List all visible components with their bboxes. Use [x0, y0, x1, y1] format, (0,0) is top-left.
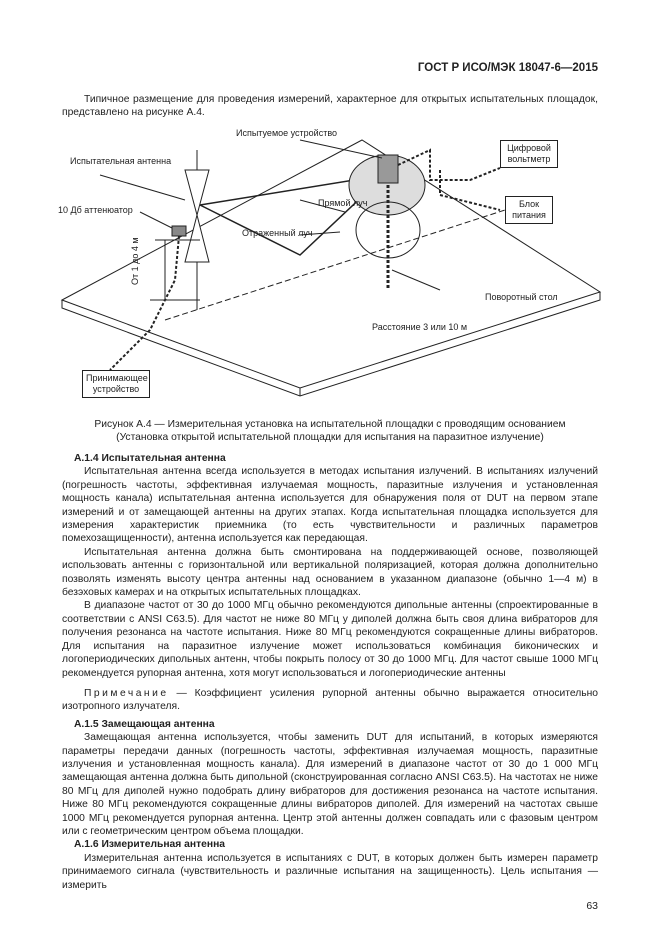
leader-line — [100, 175, 185, 200]
section-a15 — [62, 718, 598, 839]
document-header: ГОСТ Р ИСО/МЭК 18047-6—2015 — [417, 62, 598, 74]
section-a14 — [62, 452, 598, 714]
label-dut: Испытуемое устройство — [236, 128, 338, 138]
test-platform — [62, 140, 600, 388]
page-number: 63 — [586, 900, 598, 912]
body-text — [62, 452, 598, 913]
paragraph: Испытательная антенна всегда используется в методах испытания излучений. В испытаниях излучений (погрешность частоты, эффективная излучаемая мощность, паразитные излучения и установленная мощность канала) испытательная антенна используется для обнаружения поля от DUT на первом этапе измерений и от замещающей антенны на других этапах. Когда испытательная площадка используется для измерения характеристик приемника (то есть чувствительности и различных параметров помехозащищенности), антенна используется как передающая. — [62, 466, 598, 545]
note-label: Примечание — [84, 687, 169, 699]
power-supply-box: Блок питания — [505, 196, 553, 224]
attenuator — [172, 226, 186, 236]
label-distance: Расстояние 3 или 10 м — [372, 322, 468, 332]
caption-line-2: (Установка открытой испытательной площадки для испытания на паразитное излучение) — [116, 432, 544, 444]
caption-line-1: Рисунок А.4 — Измерительная установка на испытательной площадки с проводящим основанием — [94, 419, 566, 430]
section-a16 — [62, 838, 598, 892]
section-heading: А.1.6 Измерительная антенна — [74, 839, 226, 851]
leader-line — [140, 212, 172, 228]
figure-caption — [62, 418, 598, 445]
label-test-antenna: Испытательная антенна — [70, 156, 172, 166]
note-text: — Коэффициент усиления рупорной антенны обычно выражается относительно изотропного излучателя. — [62, 687, 598, 713]
label-turntable: Поворотный стол — [485, 292, 558, 302]
label-direct-ray: Прямой луч — [318, 198, 368, 208]
voltmeter-box: Цифровой вольтметр — [500, 140, 558, 168]
intro-text: Типичное размещение для проведения измерений, характерное для открытых испытательных площадок, представлено на рисунке А.4. — [62, 94, 598, 119]
label-attenuator: 10 Дб аттенюатор — [58, 205, 133, 215]
biconical-antenna — [185, 170, 209, 262]
paragraph: Замещающая антенна используется, чтобы заменить DUT для испытаний, в которых измеряются параметры передачи данных (погрешность частоты, эффективная излучаемая мощность, паразитные излучения и установленная мощность канала). Для измерений в диапазоне частот от 30 до 1 000 МГц замещающая антенна должна быть дипольной (сконструированная согласно ANSI C63.5). На частотах не ниже 80 МГц для диполей нужно подобрать длину вибраторов для достижения резонанса на частоте испытания. Ниже 80 МГц рекомендуются сокращенные длины вибраторов диполей. Для измерений на частотах свыше 1000 МГц рекомендуется рупорная антенна. Центр этой антенны должен совпадать или с фазовым центром или с геометрическим центром объема площадки. — [62, 732, 598, 837]
note — [62, 687, 598, 714]
paragraph: Испытательная антенна должна быть смонтирована на поддерживающей основе, позволяющей использовать антенны с горизонтальной или вертикальной поляризацией, которая должна дополнительно позволять изменять высоту центра антенны над основанием в указанном диапазоне (обычно 1—4 м) в безэховых камерах и на открытых испытательных площадках. — [62, 546, 598, 599]
label-height: От 1 до 4 м — [130, 237, 140, 285]
label-reflected-ray: Отраженный луч — [242, 228, 313, 238]
dut-box — [378, 155, 398, 183]
section-heading: А.1.4 Испытательная антенна — [74, 453, 226, 464]
section-heading: А.1.5 Замещающая антенна — [74, 718, 215, 730]
paragraph: Измерительная антенна используется в испытаниях с DUT, в которых должен быть измерен параметр принимаемого сигнала (чувствительность и различные испытания на защищенность). Цель испытания — измерить — [62, 852, 598, 891]
receiver-box: Принимающее устройство — [82, 370, 150, 398]
paragraph: В диапазоне частот от 30 до 1000 МГц обычно рекомендуются дипольные антенны (спроектированные в соответствии с ANSI C63.5). Для частот не ниже 80 МГц у диполей должна быть своя длина вибраторов для получения резонанса на частоте испытания. Ниже 80 МГц рекомендуются сокращенные длины вибраторов. Для испытания на паразитное излучение может использоваться комбинация биконических и логопериодических дипольных антенн, чтобы покрыть полосу от 30 до 1000 МГц. Для частот свыше 1000 МГц рекомендуется рупорная антенна, хотя могут использоваться и логопериодические антенны — [62, 600, 598, 679]
